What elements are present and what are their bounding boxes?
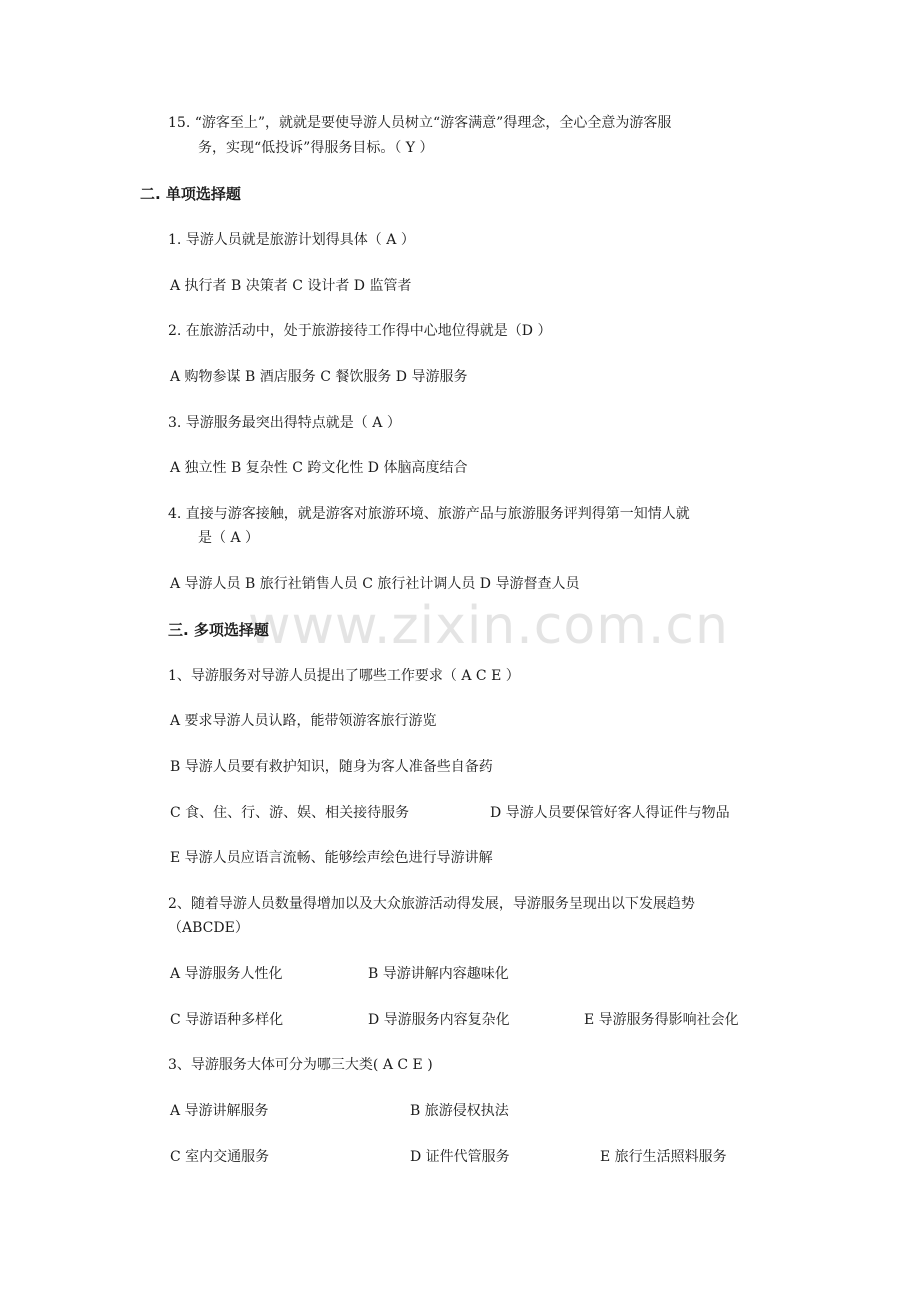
s2-q3-question: 3. 导游服务最突出得特点就是（ A ） [168, 415, 401, 431]
s3-q3-option-a: A 导游讲解服务 [170, 1103, 269, 1119]
s2-q2-question: 2. 在旅游活动中，处于旅游接待工作得中心地位得就是（D ） [168, 323, 552, 339]
q15-line2: 务，实现“低投诉”得服务目标。（ Y ） [198, 140, 434, 156]
section3-heading: 三. 多项选择题 [168, 621, 269, 639]
s2-q3-options: A 独立性 B 复杂性 C 跨文化性 D 体脑高度结合 [170, 460, 468, 476]
s2-q4-question-line1: 4. 直接与游客接触，就是游客对旅游环境、旅游产品与旅游服务评判得第一知情人就 [168, 506, 690, 522]
s3-q3-option-d: D 证件代管服务 [410, 1149, 510, 1165]
s3-q1-option-b: B 导游人员要有救护知识，随身为客人准备些自备药 [170, 759, 493, 775]
q15-line1: 15. “游客至上”，就就是要使导游人员树立“游客满意”得理念，全心全意为游客服 [168, 115, 672, 131]
s2-q4-options: A 导游人员 B 旅行社销售人员 C 旅行社计调人员 D 导游督查人员 [170, 576, 580, 592]
s3-q2-option-d: D 导游服务内容复杂化 [368, 1012, 510, 1028]
s3-q1-option-c: C 食、住、行、游、娱、相关接待服务 [170, 805, 410, 821]
s3-q3-option-e: E 旅行生活照料服务 [600, 1149, 727, 1165]
s3-q2-question-line2: （ABCDE） [168, 920, 249, 936]
s2-q4-question-line2: 是（ A ） [198, 530, 260, 546]
section2-heading: 二. 单项选择题 [140, 185, 241, 203]
s3-q2-question-line1: 2、随着导游人员数量得增加以及大众旅游活动得发展，导游服务呈现出以下发展趋势 [168, 896, 695, 912]
s3-q3-question: 3、导游服务大体可分为哪三大类( A C E ) [168, 1057, 433, 1073]
s3-q2-option-c: C 导游语种多样化 [170, 1012, 284, 1028]
s3-q1-option-d: D 导游人员要保管好客人得证件与物品 [490, 805, 730, 821]
s2-q1-options: A 执行者 B 决策者 C 设计者 D 监管者 [170, 278, 412, 294]
s2-q2-options: A 购物参谋 B 酒店服务 C 餐饮服务 D 导游服务 [170, 369, 468, 385]
s2-q1-question: 1. 导游人员就是旅游计划得具体（ A ） [168, 232, 415, 248]
s3-q2-option-e: E 导游服务得影响社会化 [584, 1012, 739, 1028]
s3-q1-option-a: A 要求导游人员认路，能带领游客旅行游览 [170, 713, 437, 729]
s3-q3-option-b: B 旅游侵权执法 [410, 1103, 509, 1119]
s3-q1-question: 1、导游服务对导游人员提出了哪些工作要求（ A C E ） [168, 668, 520, 684]
s3-q3-option-c: C 室内交通服务 [170, 1149, 270, 1165]
s3-q1-option-e: E 导游人员应语言流畅、能够绘声绘色进行导游讲解 [170, 850, 493, 866]
s3-q2-option-a: A 导游服务人性化 [170, 966, 283, 982]
watermark: www.zixin.com.cn [248, 596, 729, 656]
s3-q2-option-b: B 导游讲解内容趣味化 [368, 966, 509, 982]
